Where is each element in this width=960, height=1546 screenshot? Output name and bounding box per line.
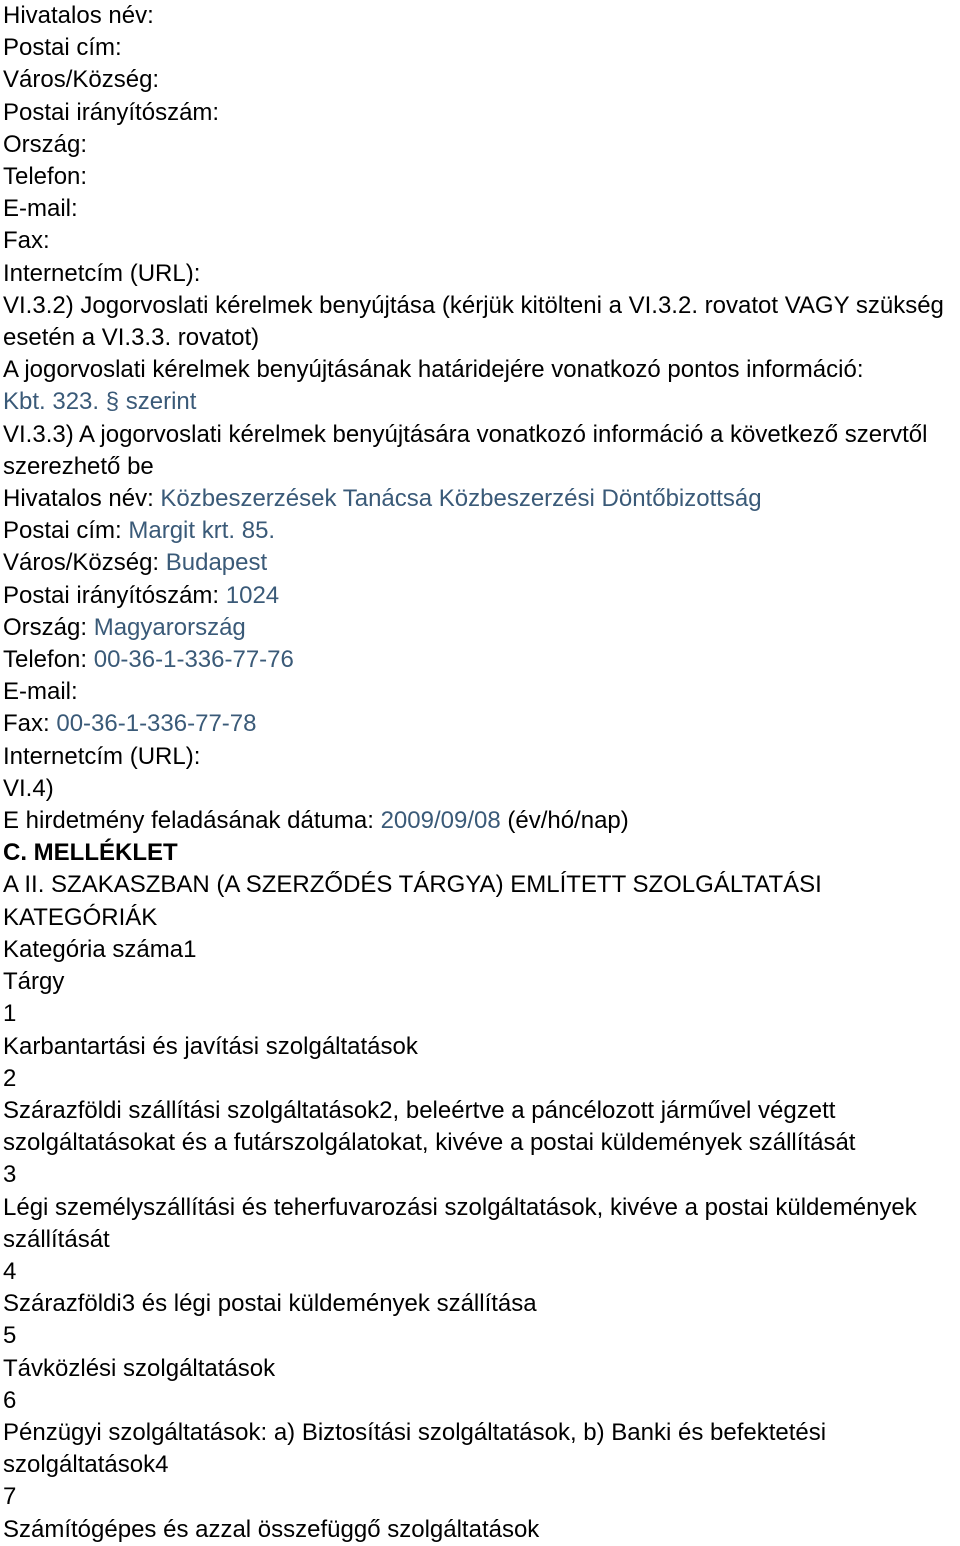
deadline-value: Kbt. 323. § szerint: [3, 388, 197, 416]
dispatch-date-value: 2009/09/08: [380, 807, 501, 835]
official-name-row: [3, 483, 960, 515]
category-number: 6: [3, 1386, 17, 1414]
country-row: [3, 612, 960, 644]
city-value: Budapest: [165, 549, 268, 577]
email-label: E-mail:: [3, 195, 78, 223]
category-text: Számítógépes és azzal összefüggő szolgáltatások: [3, 1515, 540, 1543]
deadline-label: A jogorvoslati kérelmek benyújtásának határidejére vonatkozó pontos információ:: [3, 356, 864, 384]
city-label: Város/Község:: [3, 66, 160, 94]
url-label: Internetcím (URL):: [3, 259, 201, 287]
fax-label: Fax:: [3, 227, 50, 255]
category-number: 1: [3, 1000, 17, 1028]
postal-address-label: Postai cím:: [3, 34, 122, 62]
postal-code-label: Postai irányítószám:: [3, 98, 220, 126]
postal-code-value: 1024: [225, 581, 280, 609]
dispatch-date-row: [3, 805, 960, 837]
category-number: 2: [3, 1064, 17, 1092]
category-number-header: Kategória száma1: [3, 935, 197, 963]
category-text: Pénzügyi szolgáltatások: a) Biztosítási szolgáltatások, b) Banki és befektetési szolgáltatások4: [3, 1418, 827, 1479]
official-name-label: Hivatalos név:: [3, 2, 154, 29]
phone-value: 00-36-1-336-77-76: [93, 646, 294, 674]
category-list: [3, 998, 960, 1545]
url-label: Internetcím (URL):: [3, 742, 201, 770]
category-text: Távközlési szolgáltatások: [3, 1354, 276, 1382]
country-label: Ország:: [3, 130, 88, 158]
category-text: Szárazföldi3 és légi postai küldemények szállítása: [3, 1290, 537, 1318]
postal-address-value: Margit krt. 85.: [128, 517, 276, 545]
postal-code-label: Postai irányítószám:: [3, 581, 226, 609]
official-name-label: Hivatalos név:: [3, 485, 161, 513]
category-text: Karbantartási és javítási szolgáltatások: [3, 1032, 418, 1060]
section-vi-3-3: [3, 419, 960, 773]
annex-c: [3, 837, 960, 1545]
country-value: Magyarország: [93, 613, 246, 641]
section-vi-3-2: [3, 290, 960, 419]
category-text: Szárazföldi szállítási szolgáltatások2, beleértve a páncélozott járművel végzett szolgáltatásokat és a futárszolgálatokat, kivéve a postai küldemények szállítását: [3, 1096, 856, 1157]
section-heading: VI.3.2) Jogorvoslati kérelmek benyújtása (kérjük kitölteni a VI.3.2. rovatot VAGY szükség esetén a VI.3.3. rovatot): [3, 291, 944, 352]
date-format-hint: (év/hó/nap): [500, 807, 629, 835]
annex-title: C. MELLÉKLET: [3, 839, 178, 867]
contact-block-1: [3, 0, 960, 290]
subject-header: Tárgy: [3, 968, 65, 996]
section-vi-4: [3, 773, 960, 837]
country-label: Ország:: [3, 613, 94, 641]
category-number: 4: [3, 1257, 17, 1285]
city-label: Város/Község:: [3, 549, 166, 577]
phone-label: Telefon:: [3, 646, 94, 674]
phone-label: Telefon:: [3, 163, 88, 191]
email-label: E-mail:: [3, 678, 78, 706]
postal-code-row: [3, 580, 960, 612]
category-number: 5: [3, 1322, 17, 1350]
phone-row: [3, 644, 960, 676]
category-number: 3: [3, 1161, 17, 1189]
section-heading: VI.3.3) A jogorvoslati kérelmek benyújtására vonatkozó információ a következő szervtől szerezhető be: [3, 420, 928, 480]
fax-value: 00-36-1-336-77-78: [56, 710, 257, 738]
dispatch-date-label: E hirdetmény feladásának dátuma:: [3, 807, 381, 835]
official-name-value: Közbeszerzések Tanácsa Közbeszerzési Döntőbizottság: [160, 485, 762, 513]
category-number: 7: [3, 1483, 17, 1511]
postal-address-label: Postai cím:: [3, 517, 129, 545]
annex-subtitle: A II. SZAKASZBAN (A SZERZŐDÉS TÁRGYA) EMLÍTETT SZOLGÁLTATÁSI KATEGÓRIÁK: [3, 871, 822, 931]
city-row: [3, 547, 960, 579]
category-text: Légi személyszállítási és teherfuvarozási szolgáltatások, kivéve a postai küldemények szállítását: [3, 1193, 917, 1253]
fax-row: [3, 708, 960, 740]
fax-label: Fax:: [3, 710, 57, 738]
postal-address-row: [3, 515, 960, 547]
section-heading: VI.4): [3, 774, 54, 802]
